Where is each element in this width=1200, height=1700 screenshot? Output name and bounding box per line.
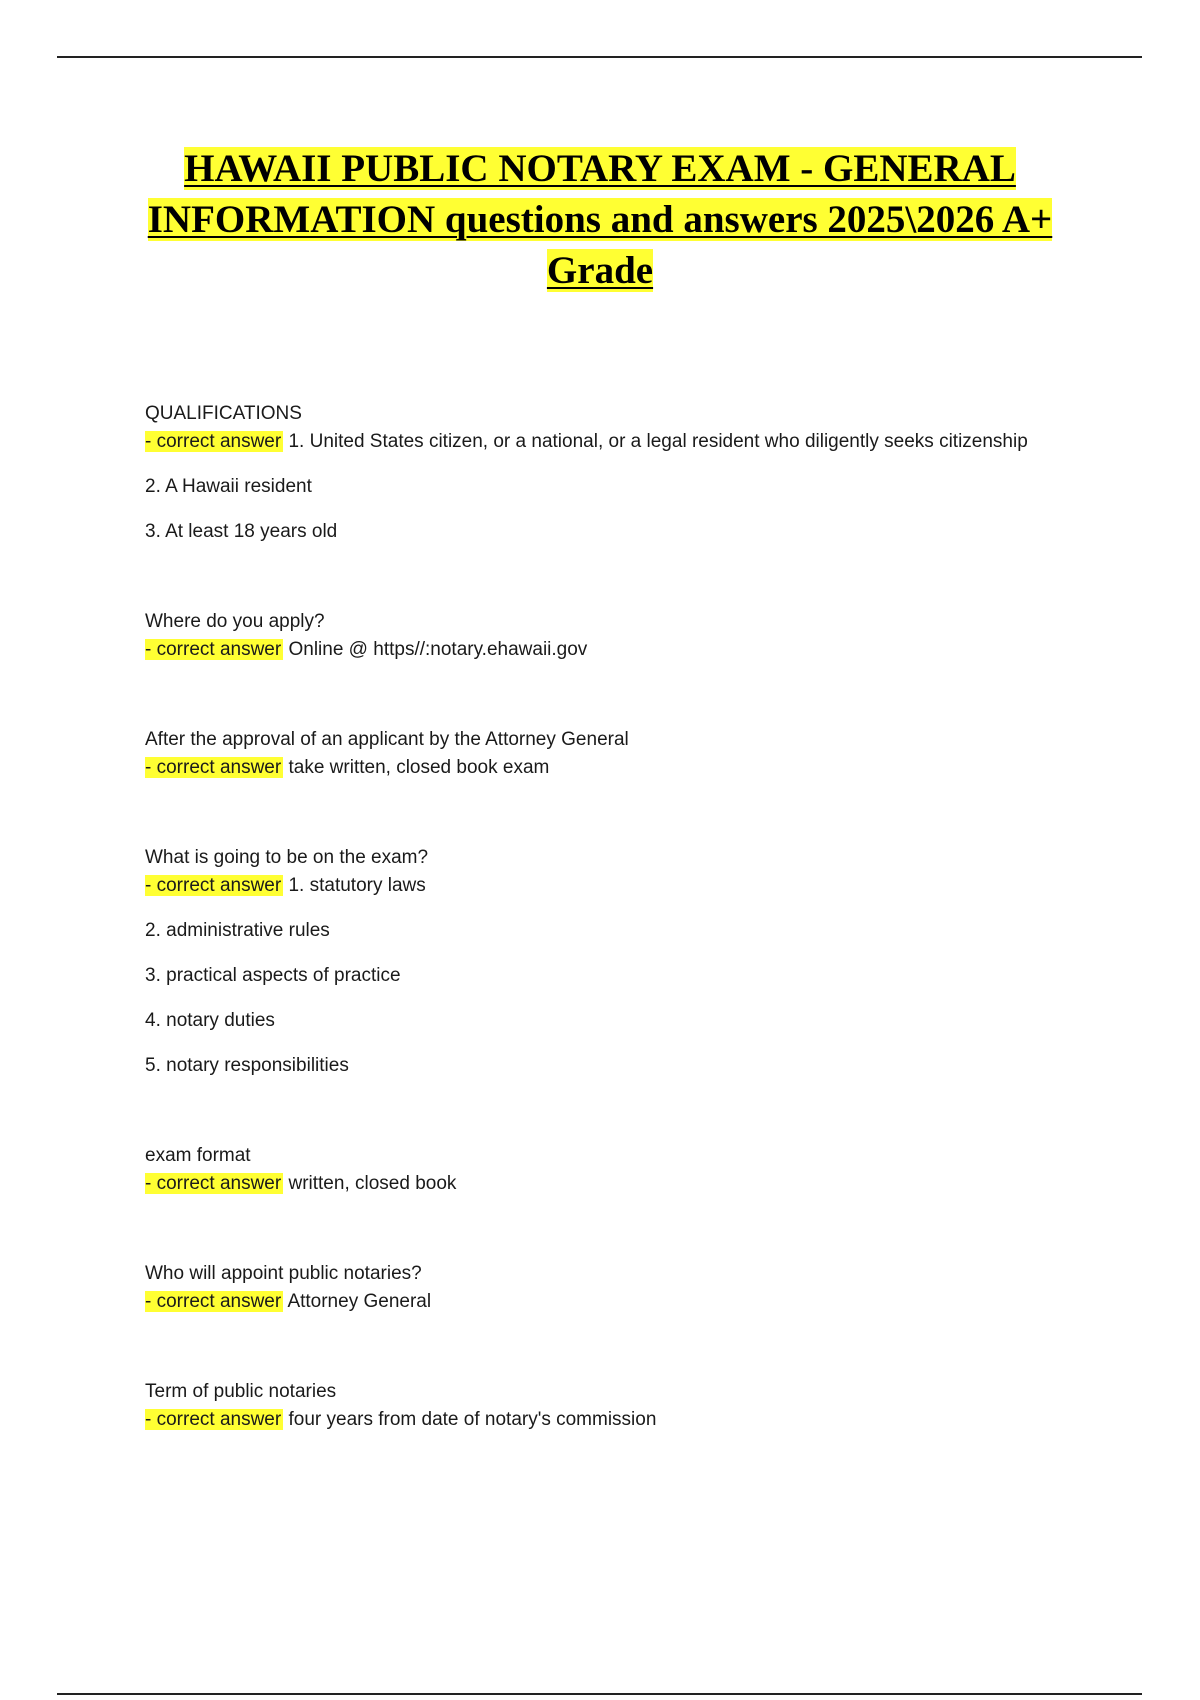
qa-item xyxy=(145,1142,1145,1198)
answer-text: 1. United States citizen, or a national, or a legal resident who diligently seeks citizenship xyxy=(288,431,1028,452)
qa-item xyxy=(145,400,1145,546)
correct-answer-tag: - correct answer xyxy=(145,875,282,896)
answer-continuation: 5. notary responsibilities xyxy=(145,1055,349,1076)
answer-line xyxy=(145,1288,1145,1316)
correct-answer-tag: - correct answer xyxy=(145,1291,282,1312)
question-text: Term of public notaries xyxy=(145,1381,337,1402)
document-title xyxy=(110,143,1090,296)
answer-text: Attorney General xyxy=(287,1291,432,1312)
answer-continuation: 3. At least 18 years old xyxy=(145,521,338,542)
answer-text: take written, closed book exam xyxy=(288,757,550,778)
footer-rule xyxy=(57,1693,1142,1695)
answer-line xyxy=(145,754,1145,782)
question-text: What is going to be on the exam? xyxy=(145,847,429,868)
answer-text: four years from date of notary's commission xyxy=(288,1409,657,1430)
question-text: exam format xyxy=(145,1145,251,1166)
answer-line xyxy=(145,872,1145,900)
correct-answer-tag: - correct answer xyxy=(145,757,282,778)
qa-item xyxy=(145,608,1145,664)
answer-continuation: 4. notary duties xyxy=(145,1010,275,1031)
answer-continuation: 2. A Hawaii resident xyxy=(145,476,312,497)
answer-text: Online @ https//:notary.ehawaii.gov xyxy=(288,639,588,660)
answer-continuation: 2. administrative rules xyxy=(145,920,330,941)
correct-answer-tag: - correct answer xyxy=(145,431,282,452)
qa-item xyxy=(145,1378,1145,1434)
correct-answer-tag: - correct answer xyxy=(145,1173,282,1194)
answer-continuation: 3. practical aspects of practice xyxy=(145,965,401,986)
question-text: Who will appoint public notaries? xyxy=(145,1263,422,1284)
correct-answer-tag: - correct answer xyxy=(145,1409,282,1430)
answer-line xyxy=(145,636,1145,664)
qa-item xyxy=(145,844,1145,1080)
answer-line xyxy=(145,428,1145,456)
question-text: QUALIFICATIONS xyxy=(145,403,302,424)
qa-item xyxy=(145,1260,1145,1316)
document-title-text: HAWAII PUBLIC NOTARY EXAM - GENERAL INFORMATION questions and answers 2025\2026 A+ Grade xyxy=(147,147,1053,292)
correct-answer-tag: - correct answer xyxy=(145,639,282,660)
answer-line xyxy=(145,1406,1145,1434)
question-text: After the approval of an applicant by the Attorney General xyxy=(145,729,629,750)
answer-text: written, closed book xyxy=(288,1173,457,1194)
answer-text: 1. statutory laws xyxy=(288,875,426,896)
question-text: Where do you apply? xyxy=(145,611,325,632)
header-rule xyxy=(57,56,1142,58)
qa-list xyxy=(145,400,1145,1496)
answer-line xyxy=(145,1170,1145,1198)
qa-item xyxy=(145,726,1145,782)
